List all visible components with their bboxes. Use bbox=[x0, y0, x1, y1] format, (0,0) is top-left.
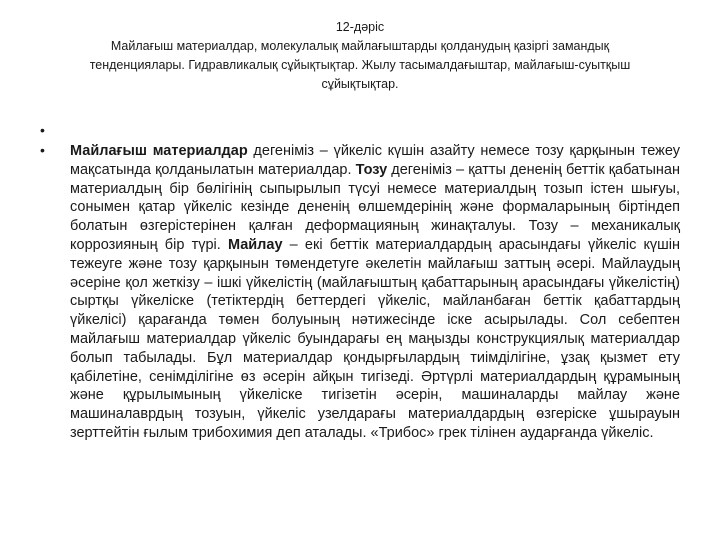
term-lubricating-materials: Майлағыш материалдар bbox=[70, 143, 248, 159]
slide-title bbox=[30, 18, 690, 94]
paragraph-text: дегеніміз – үйкеліс күшін азайту немесе тозу қарқынын тежеу мақсатында қолданылатын материалдар. bbox=[70, 143, 680, 178]
bullet-dot: • bbox=[40, 142, 45, 158]
bullet-item bbox=[40, 142, 680, 443]
body-paragraph bbox=[70, 142, 680, 443]
bullet-list bbox=[40, 122, 680, 443]
term-lubrication: Майлау bbox=[227, 236, 283, 253]
term-wear: Тозу bbox=[355, 161, 388, 178]
paragraph-text: дегеніміз – қатты дененің беттік қабатынан материалдың бір бөлігінің сыпырылып түсуі немесе материалдың тозып істен шығуы, сонымен қатар үйкеліс кезінде дененің өлшемдерінің және формаларының біртіндеп болатын өзгерістерінен қалған деформацияның жинақталуы. Тозу – механикалық коррозияның бір түрі. bbox=[70, 161, 680, 253]
title-line: тенденциялары. Гидравликалық сұйықтықтар. Жылу тасымалдағыштар, майлағыш-суытқыш bbox=[89, 58, 631, 72]
lecture-number: 12-дәріс bbox=[335, 20, 385, 34]
title-line: сұйықтықтар. bbox=[321, 77, 399, 91]
paragraph-text: – екі беттік материалдардың арасындағы үйкеліс күшін тежеуге және тозу қарқынын төмендетуге әкелетін майлағыш заттың әсері. Майлаудың әсеріне қол жеткізу – ішкі үйкелістің (майлағыштың қабаттарының арасындағы үйкелістің) сыртқы үйкеліске (тетіктердің беттердегі үйкеліс, майланбаған беттік қабаттардың үйкелісі) қарағанда төмен болуының нәтижесінде іске асырылады. Сол себептен майлағыш материалдар үйкеліс буындарағы ең маңызды конструкциялық материалдар болып табылады. Бұл материалдар қондырғылардың тиімділігіне, ұзақ қызмет ету қабілетіне, сенімділігіне өз әсерін айқын тигізеді. Әртүрлі материалдардың құрамының және құрылымының үйкеліске тигізетін әсерін, машиналарды майлау және машиналаврдың тозуын, үйкеліс узелдарағы материалдардың өзгеріске ұшырауын зерттейтін ғылым трибохимия деп аталады. «Трибос» грек тілінен аударғанда үйкеліс. bbox=[70, 236, 680, 441]
bullet-dot: • bbox=[40, 122, 45, 138]
empty-bullet-item bbox=[40, 122, 680, 142]
title-line: Майлағыш материалдар, молекулалық майлағыштарды қолданудың қазіргі замандық bbox=[110, 39, 610, 53]
